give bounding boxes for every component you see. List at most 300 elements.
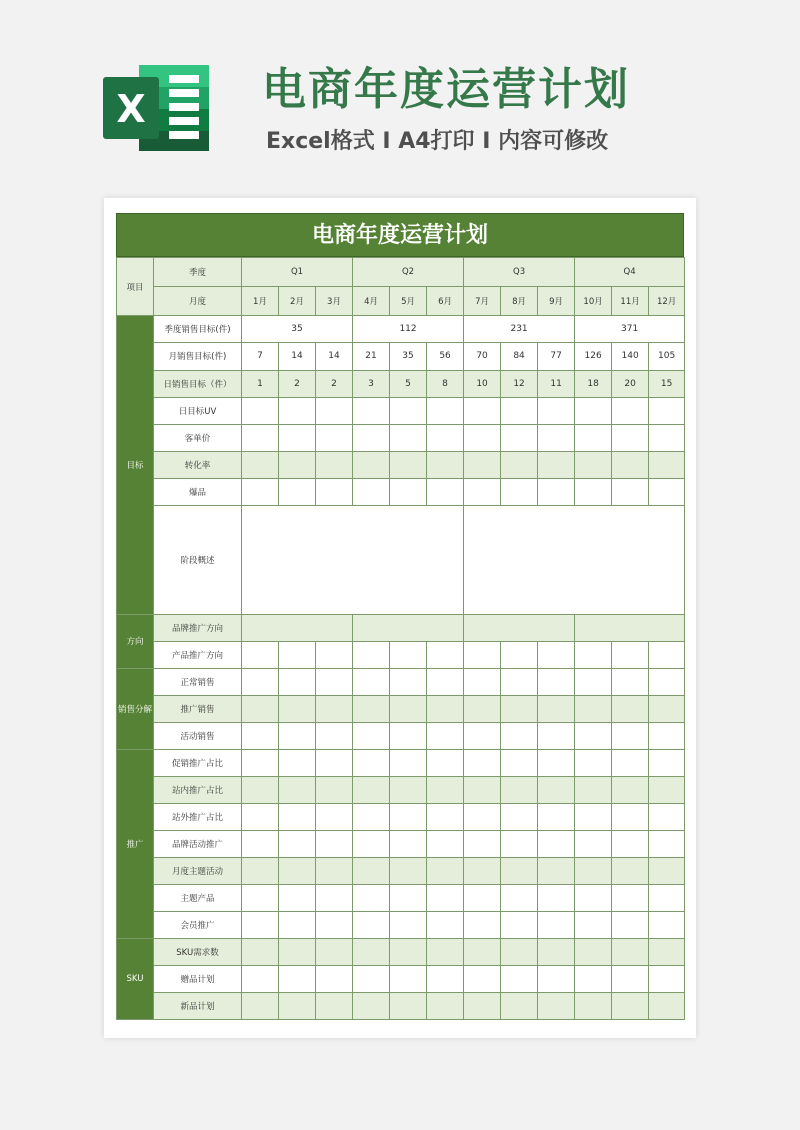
data-cell[interactable] (649, 641, 685, 668)
data-cell[interactable] (538, 965, 575, 992)
data-cell[interactable] (501, 722, 538, 749)
row-label: 日目标UV (154, 397, 242, 424)
data-cell[interactable] (242, 965, 279, 992)
data-cell[interactable] (279, 451, 316, 478)
table-row (117, 668, 685, 695)
data-cell[interactable] (538, 641, 575, 668)
overview-cell-h1[interactable] (242, 505, 464, 614)
data-cell[interactable] (649, 938, 685, 965)
day-target-value: 12 (501, 370, 538, 397)
table-row (117, 911, 685, 938)
month-target-value: 105 (649, 343, 685, 371)
quarter-cell[interactable] (575, 614, 685, 641)
data-cell[interactable] (464, 803, 501, 830)
section-promotion: 推广 (117, 749, 154, 938)
data-cell[interactable] (353, 668, 390, 695)
quarter-cell[interactable] (464, 614, 575, 641)
data-cell[interactable] (649, 397, 685, 424)
data-cell[interactable] (242, 749, 279, 776)
data-cell[interactable] (427, 884, 464, 911)
data-cell[interactable] (279, 803, 316, 830)
data-cell[interactable] (575, 911, 612, 938)
data-cell[interactable] (390, 965, 427, 992)
data-cell[interactable] (575, 776, 612, 803)
data-cell[interactable] (575, 668, 612, 695)
row-label: 月销售目标(件) (154, 343, 242, 371)
data-cell[interactable] (353, 722, 390, 749)
data-cell[interactable] (538, 424, 575, 451)
data-cell[interactable] (538, 992, 575, 1019)
data-cell[interactable] (390, 857, 427, 884)
data-cell[interactable] (538, 803, 575, 830)
data-cell[interactable] (612, 911, 649, 938)
month-target-value: 14 (279, 343, 316, 371)
data-cell[interactable] (501, 911, 538, 938)
quarter-cell[interactable] (353, 614, 464, 641)
data-cell[interactable] (427, 397, 464, 424)
data-cell[interactable] (612, 992, 649, 1019)
data-cell[interactable] (612, 965, 649, 992)
data-cell[interactable] (538, 668, 575, 695)
data-cell[interactable] (501, 830, 538, 857)
data-cell[interactable] (316, 884, 353, 911)
data-cell[interactable] (316, 776, 353, 803)
logo-letter: X (116, 87, 146, 131)
data-cell[interactable] (390, 938, 427, 965)
data-cell[interactable] (612, 830, 649, 857)
data-cell[interactable] (649, 992, 685, 1019)
data-cell[interactable] (575, 641, 612, 668)
data-cell[interactable] (649, 722, 685, 749)
data-cell[interactable] (612, 668, 649, 695)
data-cell[interactable] (279, 749, 316, 776)
data-cell[interactable] (353, 424, 390, 451)
data-cell[interactable] (501, 668, 538, 695)
data-cell[interactable] (575, 938, 612, 965)
data-cell[interactable] (316, 722, 353, 749)
data-cell[interactable] (538, 911, 575, 938)
row-label: SKU需求数 (154, 938, 242, 965)
data-cell[interactable] (390, 911, 427, 938)
data-cell[interactable] (316, 641, 353, 668)
data-cell[interactable] (242, 722, 279, 749)
day-target-value: 2 (279, 370, 316, 397)
data-cell[interactable] (464, 424, 501, 451)
data-cell[interactable] (649, 803, 685, 830)
month-cell: 8月 (501, 287, 538, 316)
data-cell[interactable] (316, 478, 353, 505)
data-cell[interactable] (316, 992, 353, 1019)
data-cell[interactable] (464, 830, 501, 857)
data-cell[interactable] (501, 641, 538, 668)
spreadsheet (116, 213, 684, 1020)
table-row (117, 992, 685, 1019)
data-cell[interactable] (316, 965, 353, 992)
row-label: 正常销售 (154, 668, 242, 695)
data-cell[interactable] (501, 451, 538, 478)
data-cell[interactable] (390, 397, 427, 424)
month-cell: 6月 (427, 287, 464, 316)
data-cell[interactable] (390, 451, 427, 478)
data-cell[interactable] (575, 478, 612, 505)
row-label: 站外推广占比 (154, 803, 242, 830)
data-cell[interactable] (575, 992, 612, 1019)
data-cell[interactable] (575, 695, 612, 722)
data-cell[interactable] (316, 911, 353, 938)
data-cell[interactable] (242, 884, 279, 911)
data-cell[interactable] (242, 397, 279, 424)
data-cell[interactable] (242, 695, 279, 722)
data-cell[interactable] (242, 830, 279, 857)
data-cell[interactable] (390, 722, 427, 749)
row-label: 转化率 (154, 451, 242, 478)
data-cell[interactable] (501, 749, 538, 776)
data-cell[interactable] (316, 397, 353, 424)
data-cell[interactable] (538, 478, 575, 505)
month-cell: 10月 (575, 287, 612, 316)
month-target-value: 35 (390, 343, 427, 371)
data-cell[interactable] (427, 424, 464, 451)
data-cell[interactable] (538, 857, 575, 884)
quarter-q1: Q1 (242, 258, 353, 287)
data-cell[interactable] (390, 749, 427, 776)
data-cell[interactable] (279, 722, 316, 749)
data-cell[interactable] (427, 641, 464, 668)
data-cell[interactable] (427, 992, 464, 1019)
data-cell[interactable] (464, 884, 501, 911)
day-target-value: 2 (316, 370, 353, 397)
data-cell[interactable] (538, 830, 575, 857)
data-cell[interactable] (353, 884, 390, 911)
data-cell[interactable] (242, 641, 279, 668)
data-cell[interactable] (649, 451, 685, 478)
month-header: 月度 (154, 287, 242, 316)
month-target-value: 126 (575, 343, 612, 371)
data-cell[interactable] (649, 695, 685, 722)
row-label: 产品推广方向 (154, 641, 242, 668)
row-label: 月度主题活动 (154, 857, 242, 884)
data-cell[interactable] (427, 749, 464, 776)
month-cell: 2月 (279, 287, 316, 316)
data-cell[interactable] (575, 857, 612, 884)
data-cell[interactable] (501, 397, 538, 424)
data-cell[interactable] (575, 965, 612, 992)
data-cell[interactable] (575, 424, 612, 451)
data-cell[interactable] (501, 992, 538, 1019)
data-cell[interactable] (538, 722, 575, 749)
data-cell[interactable] (316, 749, 353, 776)
data-cell[interactable] (464, 749, 501, 776)
day-target-value: 18 (575, 370, 612, 397)
sheet-title: 电商年度运营计划 (116, 213, 684, 257)
overview-cell-h2[interactable] (464, 505, 685, 614)
data-cell[interactable] (242, 776, 279, 803)
data-cell[interactable] (575, 830, 612, 857)
data-cell[interactable] (427, 938, 464, 965)
data-cell[interactable] (464, 397, 501, 424)
month-target-value: 77 (538, 343, 575, 371)
table-row (117, 722, 685, 749)
data-cell[interactable] (427, 965, 464, 992)
table-row (117, 397, 685, 424)
data-cell[interactable] (242, 478, 279, 505)
data-cell[interactable] (390, 884, 427, 911)
data-cell[interactable] (390, 803, 427, 830)
data-cell[interactable] (649, 857, 685, 884)
table-row (117, 965, 685, 992)
data-cell[interactable] (464, 641, 501, 668)
data-cell[interactable] (242, 424, 279, 451)
data-cell[interactable] (390, 776, 427, 803)
data-cell[interactable] (612, 478, 649, 505)
table-row (117, 695, 685, 722)
day-target-value: 1 (242, 370, 279, 397)
data-cell[interactable] (649, 884, 685, 911)
data-cell[interactable] (501, 776, 538, 803)
quarter-q4: Q4 (575, 258, 685, 287)
data-cell[interactable] (279, 965, 316, 992)
data-cell[interactable] (279, 478, 316, 505)
data-cell[interactable] (538, 695, 575, 722)
day-target-value: 8 (427, 370, 464, 397)
data-cell[interactable] (279, 857, 316, 884)
data-cell[interactable] (538, 749, 575, 776)
data-cell[interactable] (316, 938, 353, 965)
table-row (117, 614, 685, 641)
row-label: 新品计划 (154, 992, 242, 1019)
data-cell[interactable] (353, 776, 390, 803)
data-cell[interactable] (242, 803, 279, 830)
data-cell[interactable] (538, 776, 575, 803)
month-target-value: 7 (242, 343, 279, 371)
row-label: 促销推广占比 (154, 749, 242, 776)
data-cell[interactable] (279, 641, 316, 668)
data-cell[interactable] (501, 695, 538, 722)
row-label: 推广销售 (154, 695, 242, 722)
data-cell[interactable] (390, 668, 427, 695)
day-target-value: 11 (538, 370, 575, 397)
data-cell[interactable] (464, 668, 501, 695)
data-cell[interactable] (464, 938, 501, 965)
row-label: 阶段概述 (154, 505, 242, 614)
data-cell[interactable] (464, 478, 501, 505)
row-label: 赠品计划 (154, 965, 242, 992)
data-cell[interactable] (612, 884, 649, 911)
row-label: 爆品 (154, 478, 242, 505)
row-label: 主题产品 (154, 884, 242, 911)
month-cell: 3月 (316, 287, 353, 316)
data-cell[interactable] (353, 992, 390, 1019)
data-cell[interactable] (353, 830, 390, 857)
data-cell[interactable] (501, 857, 538, 884)
data-cell[interactable] (612, 722, 649, 749)
data-cell[interactable] (501, 803, 538, 830)
data-cell[interactable] (501, 938, 538, 965)
day-target-value: 15 (649, 370, 685, 397)
data-cell[interactable] (353, 911, 390, 938)
data-cell[interactable] (464, 695, 501, 722)
month-target-value: 70 (464, 343, 501, 371)
data-cell[interactable] (649, 830, 685, 857)
data-cell[interactable] (279, 884, 316, 911)
data-cell[interactable] (649, 911, 685, 938)
table-row (117, 830, 685, 857)
table-row (117, 370, 685, 397)
table-row (117, 258, 685, 287)
data-cell[interactable] (649, 478, 685, 505)
data-cell[interactable] (538, 884, 575, 911)
day-target-value: 5 (390, 370, 427, 397)
data-cell[interactable] (279, 397, 316, 424)
data-cell[interactable] (575, 884, 612, 911)
data-cell[interactable] (427, 722, 464, 749)
row-label: 客单价 (154, 424, 242, 451)
data-cell[interactable] (649, 424, 685, 451)
data-cell[interactable] (538, 397, 575, 424)
data-cell[interactable] (390, 424, 427, 451)
data-cell[interactable] (427, 803, 464, 830)
data-cell[interactable] (390, 478, 427, 505)
data-cell[interactable] (464, 776, 501, 803)
data-cell[interactable] (242, 938, 279, 965)
data-cell[interactable] (575, 451, 612, 478)
data-cell[interactable] (316, 668, 353, 695)
data-cell[interactable] (390, 830, 427, 857)
data-cell[interactable] (427, 668, 464, 695)
data-cell[interactable] (353, 451, 390, 478)
data-cell[interactable] (649, 776, 685, 803)
data-cell[interactable] (279, 992, 316, 1019)
quarter-target-value: 231 (464, 316, 575, 343)
data-cell[interactable] (464, 857, 501, 884)
data-cell[interactable] (612, 857, 649, 884)
quarter-target-value: 371 (575, 316, 685, 343)
data-cell[interactable] (242, 668, 279, 695)
data-cell[interactable] (353, 695, 390, 722)
table-row (117, 884, 685, 911)
data-cell[interactable] (353, 749, 390, 776)
data-cell[interactable] (427, 451, 464, 478)
data-cell[interactable] (612, 938, 649, 965)
data-cell[interactable] (279, 911, 316, 938)
data-cell[interactable] (316, 803, 353, 830)
row-label: 季度销售目标(件) (154, 316, 242, 343)
data-cell[interactable] (649, 749, 685, 776)
data-cell[interactable] (575, 397, 612, 424)
data-cell[interactable] (316, 830, 353, 857)
data-cell[interactable] (427, 911, 464, 938)
data-cell[interactable] (242, 451, 279, 478)
month-cell: 11月 (612, 287, 649, 316)
data-cell[interactable] (427, 830, 464, 857)
data-cell[interactable] (612, 776, 649, 803)
month-cell: 7月 (464, 287, 501, 316)
data-cell[interactable] (353, 397, 390, 424)
table-row (117, 776, 685, 803)
table-row (117, 749, 685, 776)
quarter-cell[interactable] (242, 614, 353, 641)
data-cell[interactable] (279, 830, 316, 857)
data-cell[interactable] (316, 424, 353, 451)
data-cell[interactable] (390, 695, 427, 722)
data-cell[interactable] (353, 803, 390, 830)
data-cell[interactable] (464, 992, 501, 1019)
table-row (117, 938, 685, 965)
data-cell[interactable] (464, 965, 501, 992)
data-cell[interactable] (316, 857, 353, 884)
data-cell[interactable] (612, 803, 649, 830)
quarter-q3: Q3 (464, 258, 575, 287)
data-cell[interactable] (612, 641, 649, 668)
data-cell[interactable] (612, 749, 649, 776)
data-cell[interactable] (390, 641, 427, 668)
data-cell[interactable] (353, 938, 390, 965)
data-cell[interactable] (279, 695, 316, 722)
data-cell[interactable] (279, 668, 316, 695)
data-cell[interactable] (242, 857, 279, 884)
data-cell[interactable] (390, 992, 427, 1019)
data-cell[interactable] (427, 478, 464, 505)
data-cell[interactable] (464, 911, 501, 938)
data-cell[interactable] (538, 451, 575, 478)
data-cell[interactable] (464, 451, 501, 478)
table-row (117, 343, 685, 371)
data-cell[interactable] (612, 424, 649, 451)
data-cell[interactable] (427, 857, 464, 884)
data-cell[interactable] (353, 857, 390, 884)
table-row (117, 505, 685, 614)
month-cell: 5月 (390, 287, 427, 316)
data-cell[interactable] (501, 884, 538, 911)
data-cell[interactable] (427, 695, 464, 722)
table-row (117, 803, 685, 830)
data-cell[interactable] (612, 451, 649, 478)
data-cell[interactable] (316, 695, 353, 722)
data-cell[interactable] (575, 749, 612, 776)
row-label: 活动销售 (154, 722, 242, 749)
data-cell[interactable] (316, 451, 353, 478)
data-cell[interactable] (649, 668, 685, 695)
data-cell[interactable] (612, 695, 649, 722)
data-cell[interactable] (538, 938, 575, 965)
section-direction: 方向 (117, 614, 154, 668)
data-cell[interactable] (279, 938, 316, 965)
data-cell[interactable] (575, 803, 612, 830)
data-cell[interactable] (612, 397, 649, 424)
data-cell[interactable] (353, 641, 390, 668)
month-cell: 4月 (353, 287, 390, 316)
data-cell[interactable] (353, 965, 390, 992)
data-cell[interactable] (242, 911, 279, 938)
table-row (117, 857, 685, 884)
data-cell[interactable] (279, 424, 316, 451)
data-cell[interactable] (649, 965, 685, 992)
data-cell[interactable] (427, 776, 464, 803)
month-target-value: 56 (427, 343, 464, 371)
data-cell[interactable] (242, 992, 279, 1019)
day-target-value: 10 (464, 370, 501, 397)
row-label: 品牌推广方向 (154, 614, 242, 641)
data-cell[interactable] (575, 722, 612, 749)
month-target-value: 14 (316, 343, 353, 371)
data-cell[interactable] (501, 965, 538, 992)
item-header: 项目 (117, 258, 154, 316)
data-cell[interactable] (501, 424, 538, 451)
data-cell[interactable] (501, 478, 538, 505)
data-cell[interactable] (353, 478, 390, 505)
data-cell[interactable] (279, 776, 316, 803)
data-cell[interactable] (464, 722, 501, 749)
